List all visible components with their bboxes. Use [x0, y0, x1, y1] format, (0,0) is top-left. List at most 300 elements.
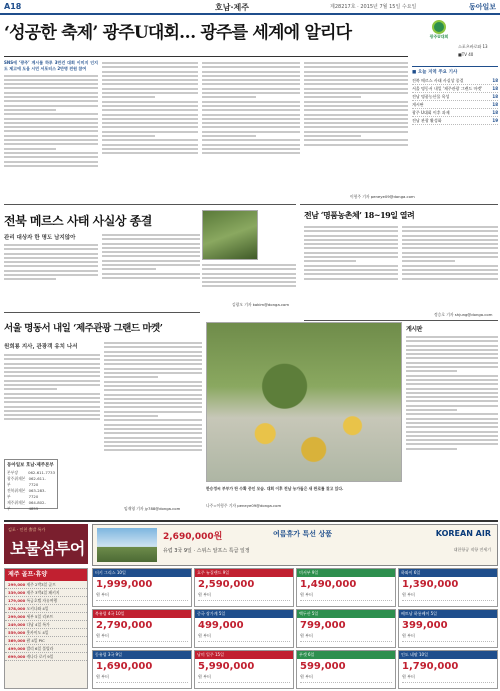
story2-headline: 전북 메르스 사태 사실상 종결	[4, 214, 152, 228]
text-line	[4, 380, 100, 382]
text-line	[4, 265, 98, 267]
text-line	[202, 118, 300, 120]
text-line	[406, 336, 498, 338]
text-line	[4, 367, 100, 369]
text-line	[202, 152, 300, 154]
text-line	[202, 281, 296, 283]
text-line	[4, 156, 98, 158]
text-line	[202, 268, 296, 270]
text-line	[402, 252, 498, 254]
price-line[interactable]: 378,000 오키나와 4일	[5, 605, 87, 613]
contact-row: 광주취재본부 062-611-7720	[7, 476, 46, 487]
logo-label: 광주U대회	[429, 34, 449, 39]
text-line	[406, 443, 498, 445]
text-line	[102, 139, 198, 141]
text-line	[104, 342, 202, 344]
text-line	[304, 105, 408, 107]
text-line	[4, 397, 100, 399]
text-line	[104, 394, 202, 396]
text-line	[304, 118, 408, 120]
divider	[4, 312, 200, 313]
lead-reporter: 이형주 기자 peneye09@donga.com	[350, 194, 415, 199]
body-text	[4, 354, 100, 420]
story3-subhead: 원희룡 지사, 관광객 유치 나서	[4, 344, 78, 350]
lead-dateline: SNS에 ‘광주’ 게시물 하루 3만건 대회 이미지 인지도 제고에 도움 시민 서포터스 2만명 전원 참여	[4, 60, 98, 72]
toc-row[interactable]: 서울 명동서 내일 '제주관광 그랜드 마켓' 18	[412, 86, 498, 91]
price-line[interactable]: 559,000 홋카이도 4일	[5, 629, 87, 637]
text-line	[102, 118, 198, 120]
body-text	[202, 264, 296, 287]
text-line	[202, 135, 256, 137]
story2-body-col2	[102, 232, 200, 302]
tour-price-list	[4, 568, 88, 689]
story3-body-col1	[4, 352, 100, 456]
text-line	[304, 114, 408, 116]
text-line	[4, 165, 98, 167]
tour-brand: 보물섬투어	[10, 539, 85, 558]
text-line	[4, 274, 98, 276]
text-line	[4, 393, 100, 395]
text-line	[102, 144, 198, 146]
text-line	[102, 79, 198, 81]
tour-ad-grid	[92, 568, 498, 689]
text-line	[304, 278, 398, 280]
text-line	[102, 148, 198, 150]
text-line	[304, 273, 398, 275]
text-line	[102, 131, 198, 133]
contact-row: 제주취재본부 064-802-4855	[7, 500, 46, 511]
text-line	[102, 122, 198, 124]
lead-body-col4	[304, 60, 408, 192]
story2-photo	[202, 210, 258, 260]
text-line	[304, 135, 361, 137]
text-line	[104, 449, 202, 451]
text-line	[104, 376, 158, 378]
text-line	[202, 79, 300, 81]
text-line	[402, 247, 498, 249]
text-line	[104, 441, 202, 443]
text-line	[102, 88, 198, 90]
price-line[interactable]: 299,000 제주 2박3일 골프	[5, 581, 87, 589]
text-line	[202, 148, 300, 150]
text-line	[102, 109, 198, 111]
text-line	[4, 109, 56, 111]
story2-body-col1	[4, 242, 98, 302]
text-line	[102, 105, 198, 107]
text-line	[202, 273, 296, 275]
text-line	[406, 349, 498, 351]
tour-ad-cell[interactable]: 인도 네팔 10일 1,790,000 원 부터	[398, 650, 498, 689]
text-line	[102, 96, 155, 98]
notice-heading: 게시판	[406, 326, 422, 333]
text-line	[202, 122, 300, 124]
body-text	[102, 234, 200, 279]
price-line[interactable]: 699,000 캐나다 로키 9일	[5, 653, 87, 661]
text-line	[406, 340, 498, 342]
text-line	[104, 445, 202, 447]
text-line	[4, 87, 98, 89]
tour-ad-cell[interactable]: 베트남 하롱베이 5일 399,000 원 부터	[398, 609, 498, 648]
text-line	[304, 226, 398, 228]
text-line	[4, 79, 98, 81]
text-line	[406, 435, 498, 437]
divider	[304, 320, 498, 321]
text-line	[406, 388, 498, 390]
text-line	[102, 273, 200, 275]
text-line	[104, 406, 202, 408]
text-line	[104, 346, 202, 348]
text-line	[4, 248, 98, 250]
tour-ad-cell[interactable]: 터키 그리스 10일 1,999,000 원 부터	[92, 568, 192, 607]
text-line	[304, 139, 408, 141]
toc-row[interactable]: 광주 U대회 이후 과제 18	[412, 110, 498, 115]
text-line	[4, 148, 56, 150]
text-line	[406, 362, 498, 364]
story4-body-col1	[304, 224, 398, 310]
text-line	[102, 260, 200, 262]
text-line	[4, 100, 98, 102]
banner-text: 유럽 3국 9일 · 스위스 알프스 특급 일정	[163, 548, 250, 554]
text-line	[4, 152, 98, 154]
index-box	[458, 44, 498, 59]
text-line	[4, 384, 100, 386]
text-line	[104, 363, 202, 365]
story3-reporter: 임재영 기자 jy788@donga.com	[124, 506, 181, 511]
text-line	[406, 400, 498, 402]
price-list-header: 제주 골프·휴양	[5, 569, 87, 581]
landscape-image	[97, 528, 157, 562]
notice-body	[406, 334, 498, 510]
tour-ad-cell[interactable]: 북유럽 4국 10일 2,790,000 원 부터	[92, 609, 192, 648]
tour-ad-cell[interactable]: 미서부 9일 1,490,000 원 부터	[296, 568, 396, 607]
text-line	[202, 144, 300, 146]
text-line	[104, 428, 202, 430]
text-line	[4, 363, 100, 365]
tour-ad-cell[interactable]: 백두산 5일 799,000 원 부터	[296, 609, 396, 648]
text-line	[406, 409, 457, 411]
page-number: A18	[4, 2, 22, 11]
text-line	[202, 96, 256, 98]
text-line	[402, 278, 498, 280]
index-item[interactable]: ■TV 40	[458, 52, 474, 57]
text-line	[406, 345, 498, 347]
text-line	[102, 75, 198, 77]
text-line	[202, 105, 300, 107]
text-line	[304, 265, 398, 267]
tour-ad-cell[interactable]: 중국 장가계 5일 499,000 원 부터	[194, 609, 294, 648]
text-line	[102, 71, 198, 73]
text-line	[402, 265, 498, 267]
text-line	[104, 411, 202, 413]
text-line	[304, 83, 408, 85]
event-logo	[422, 20, 456, 42]
text-line	[202, 131, 300, 133]
tour-ad-cell[interactable]: 호주 뉴질랜드 9일 2,590,000 원 부터	[194, 568, 294, 607]
text-line	[402, 230, 498, 232]
tour-ad-cell[interactable]: 푸켓 6일 599,000 원 부터	[296, 650, 396, 689]
text-line	[104, 359, 202, 361]
text-line	[4, 354, 100, 356]
toc-row[interactable]: 전북 메르스 사태 사실상 종결 18	[412, 78, 498, 83]
text-line	[4, 105, 98, 107]
body-text	[406, 336, 498, 450]
text-line	[402, 239, 498, 241]
text-line	[4, 83, 98, 85]
text-line	[304, 122, 408, 124]
text-line	[104, 381, 202, 383]
text-line	[406, 379, 498, 381]
text-line	[102, 238, 200, 240]
section-title: 호남·제주	[215, 3, 249, 12]
text-line	[102, 152, 198, 154]
divider	[300, 204, 498, 205]
text-line	[104, 419, 202, 421]
text-line	[406, 439, 498, 441]
text-line	[102, 234, 200, 236]
divider	[4, 204, 296, 205]
europe-tour-banner[interactable]	[92, 524, 498, 566]
text-line	[406, 418, 498, 420]
text-line	[304, 252, 398, 254]
text-line	[104, 351, 202, 353]
story2-reporter: 김광오 기자 kokim@donga.com	[232, 302, 290, 307]
price-line[interactable]: 249,000 다낭 4일 특가	[5, 621, 87, 629]
text-line	[102, 66, 198, 68]
text-line	[102, 251, 200, 253]
story3-headline: 서울 명동서 내일 ‘제주관광 그랜드 마켓’	[4, 323, 163, 334]
text-line	[202, 126, 300, 128]
text-line	[406, 448, 457, 450]
text-line	[202, 83, 300, 85]
text-line	[304, 260, 356, 262]
text-line	[402, 273, 498, 275]
text-line	[4, 410, 100, 412]
story4-body-col2	[402, 224, 498, 310]
text-line	[4, 75, 98, 77]
text-line	[4, 253, 98, 255]
text-line	[102, 92, 198, 94]
text-line	[304, 126, 408, 128]
text-line	[102, 83, 198, 85]
text-line	[406, 366, 498, 368]
table-of-contents	[412, 66, 498, 125]
text-line	[202, 264, 296, 266]
contact-title: 동아일보 호남·제주본부	[7, 463, 54, 468]
text-line	[4, 278, 56, 280]
text-line	[4, 270, 98, 272]
text-line	[4, 118, 98, 120]
text-line	[4, 139, 98, 141]
text-line	[406, 383, 498, 385]
text-line	[202, 92, 300, 94]
text-line	[102, 101, 198, 103]
divider	[4, 56, 408, 57]
tour-ad-cell[interactable]: 남미 일주 15일 5,990,000 원 부터	[194, 650, 294, 689]
price-line[interactable]: 499,000 발리 6일 풀빌라	[5, 645, 87, 653]
index-item[interactable]: 스포츠바로와 13	[458, 44, 488, 49]
text-line	[102, 264, 200, 266]
text-line	[202, 114, 300, 116]
text-line	[4, 371, 100, 373]
tour-tagline: 김포 · 인천 출발 특가	[8, 527, 46, 532]
text-line	[104, 437, 202, 439]
text-line	[4, 414, 100, 416]
text-line	[304, 71, 408, 73]
text-line	[406, 353, 498, 355]
text-line	[202, 139, 300, 141]
text-line	[4, 375, 100, 377]
airline-logo: KOREAN AIR	[435, 529, 491, 538]
tour-ad[interactable]	[4, 524, 88, 564]
newspaper-brand: 동아일보	[468, 3, 496, 11]
banner-promo: 여름휴가 특선 상품	[273, 530, 332, 538]
price-line[interactable]: 369,000 괌 4일 PIC	[5, 637, 87, 645]
text-line	[202, 285, 296, 287]
story2-body-col3	[202, 262, 296, 302]
text-line	[406, 357, 498, 359]
emblem-icon	[432, 20, 446, 34]
text-line	[202, 75, 300, 77]
text-line	[304, 235, 398, 237]
text-line	[4, 122, 98, 124]
story2-subhead: 관리 대상자 한 명도 남지않아	[4, 235, 76, 241]
text-line	[304, 66, 408, 68]
story4-reporter: 정승호 기자 shjung@donga.com	[434, 312, 493, 317]
tour-ad-cell[interactable]: 동유럽 3국 9일 1,690,000 원 부터	[92, 650, 192, 689]
text-line	[104, 372, 202, 374]
airline-sub: 대한항공 직항 전세기	[453, 547, 491, 552]
contact-box	[4, 459, 58, 509]
text-line	[104, 432, 202, 434]
tour-ad-cell[interactable]: 하와이 6일 1,390,000 원 부터	[398, 568, 498, 607]
toc-row[interactable]: 전남 관광 활성화 19	[412, 118, 498, 123]
text-line	[4, 401, 100, 403]
text-line	[406, 431, 498, 433]
text-line	[102, 255, 200, 257]
text-line	[406, 426, 498, 428]
lead-body-col2	[102, 60, 198, 200]
text-line	[202, 109, 300, 111]
text-line	[202, 71, 300, 73]
text-line	[402, 269, 498, 271]
edition-info: 제28217호 · 2015년 7월 15일 수요일	[330, 4, 417, 10]
lead-headline: ‘성공한 축제’ 광주U대회… 광주를 세계에 알리다	[4, 23, 352, 43]
text-line	[402, 226, 498, 228]
text-line	[104, 402, 202, 404]
text-line	[104, 424, 202, 426]
text-line	[304, 62, 408, 64]
text-line	[104, 415, 158, 417]
toc-heading: ■ 오늘 지역 주요 기사	[412, 70, 458, 75]
text-line	[304, 75, 408, 77]
text-line	[102, 247, 200, 249]
text-line	[304, 269, 398, 271]
text-line	[406, 413, 498, 415]
ad-section	[4, 520, 498, 689]
body-text	[4, 75, 98, 167]
body-text	[402, 226, 498, 280]
lead-body-col3	[202, 60, 300, 200]
text-line	[202, 62, 300, 64]
story4-headline: 전남 ‘명품농촌체’ 18~19일 열려	[304, 210, 415, 220]
text-line	[4, 418, 100, 420]
text-line	[4, 244, 98, 246]
text-line	[104, 398, 202, 400]
text-line	[4, 126, 98, 128]
body-text	[102, 62, 198, 154]
text-line	[304, 88, 408, 90]
text-line	[104, 385, 202, 387]
body-text	[304, 226, 398, 280]
text-line	[102, 243, 200, 245]
text-line	[4, 261, 98, 263]
text-line	[304, 92, 408, 94]
contact-row: 전북취재본부 063-283-7720	[7, 488, 46, 499]
text-line	[102, 126, 198, 128]
text-line	[104, 389, 202, 391]
harvest-photo	[206, 322, 402, 482]
text-line	[402, 243, 498, 245]
text-line	[202, 101, 300, 103]
text-line	[4, 135, 98, 137]
text-line	[304, 109, 408, 111]
text-line	[304, 96, 361, 98]
text-line	[4, 388, 57, 390]
toc-row[interactable]: 전남 명품농산물 육성 18	[412, 94, 498, 99]
text-line	[104, 368, 202, 370]
text-line	[406, 392, 498, 394]
photo-credit: 나주=이형주 기자 peneye09@donga.com	[206, 503, 282, 508]
body-text	[304, 62, 408, 146]
text-line	[406, 396, 498, 398]
text-line	[4, 96, 98, 98]
text-line	[304, 256, 398, 258]
text-line	[304, 131, 408, 133]
text-line	[304, 79, 408, 81]
text-line	[102, 114, 198, 116]
text-line	[304, 247, 398, 249]
text-line	[4, 143, 98, 145]
toc-row[interactable]: 게시판 18	[412, 102, 498, 107]
text-line	[4, 257, 98, 259]
text-line	[406, 370, 457, 372]
text-line	[202, 66, 300, 68]
text-line	[4, 113, 98, 115]
price-line[interactable]: 299,000 세부 5일 리조트	[5, 613, 87, 621]
text-line	[304, 239, 398, 241]
text-line	[4, 161, 98, 163]
text-line	[402, 256, 498, 258]
text-line	[304, 243, 398, 245]
text-line	[104, 355, 202, 357]
text-line	[402, 235, 498, 237]
price-line[interactable]: 339,000 제주 3박4일 패키지	[5, 589, 87, 597]
text-line	[304, 230, 398, 232]
body-text	[4, 244, 98, 280]
page-header	[0, 0, 500, 15]
text-line	[202, 88, 300, 90]
text-line	[102, 62, 198, 64]
banner-price: 2,690,000원	[163, 532, 223, 542]
story3-body-col2	[104, 340, 202, 504]
body-text	[104, 342, 202, 451]
text-line	[4, 130, 98, 132]
text-line	[304, 144, 408, 146]
contact-row: 본부장 062-611-7733	[7, 470, 55, 475]
text-line	[406, 405, 498, 407]
price-line[interactable]: 179,000 특급호텔 자유여행	[5, 597, 87, 605]
text-line	[102, 268, 156, 270]
